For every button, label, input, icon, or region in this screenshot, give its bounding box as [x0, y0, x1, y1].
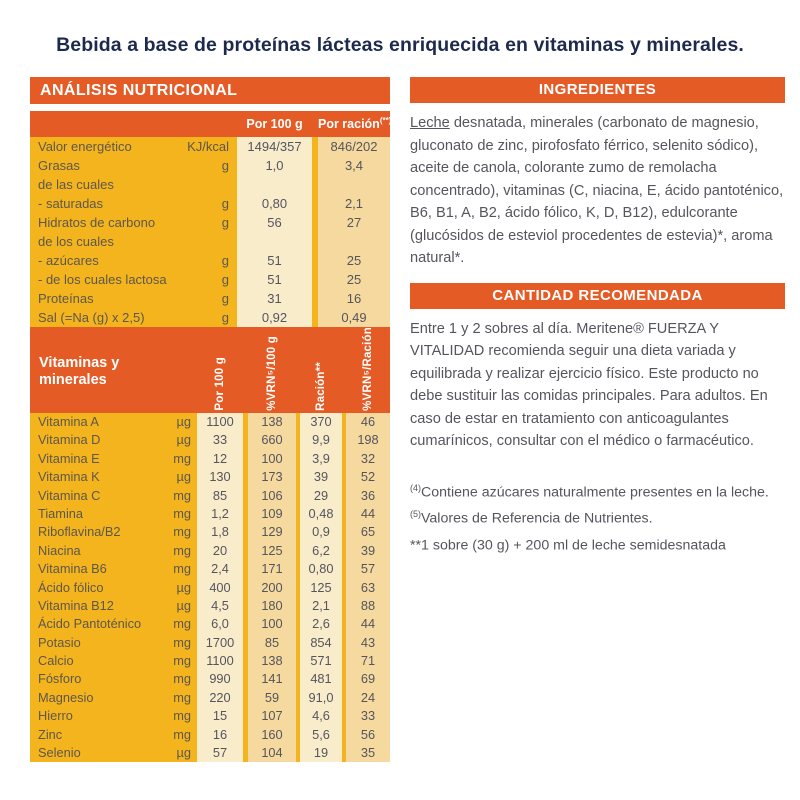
vit-col-header-vrn-serving: %VRN⁵/Ración — [362, 327, 374, 411]
nutrient-unit: mg — [173, 542, 191, 558]
value-per-serving: 91,0 — [300, 689, 342, 707]
value-vrn-100g: 129 — [248, 523, 296, 541]
value-per-100g: 33 — [197, 431, 243, 449]
macro-table-header — [30, 111, 390, 137]
vitamins-table-body — [30, 413, 390, 762]
page-title: Bebida a base de proteínas lácteas enriquecida en vitaminas y minerales. — [56, 34, 744, 56]
value-per-100g: 51 — [237, 251, 312, 270]
value-vrn-serving: 43 — [346, 634, 390, 652]
value-vrn-100g: 200 — [248, 579, 296, 597]
nutrient-label: Proteínas — [38, 291, 94, 306]
nutrient-label: Niacina — [38, 542, 81, 558]
value-vrn-serving: 56 — [346, 726, 390, 744]
value-per-serving: 3,9 — [300, 450, 342, 468]
value-vrn-100g: 141 — [248, 670, 296, 688]
nutrient-unit: g — [221, 158, 229, 173]
nutrient-label: Vitamina C — [38, 487, 101, 503]
value-per-100g: 31 — [237, 289, 312, 308]
table-row — [30, 615, 390, 633]
nutrient-unit: mg — [173, 524, 191, 540]
value-per-100g: 0,80 — [237, 194, 312, 213]
table-row — [30, 213, 390, 232]
value-vrn-100g: 160 — [248, 726, 296, 744]
value-vrn-serving: 24 — [346, 689, 390, 707]
table-row — [30, 413, 390, 431]
col-header-per-100g: Por 100 g — [246, 117, 303, 131]
table-row — [30, 308, 390, 327]
value-vrn-serving: 32 — [346, 450, 390, 468]
value-per-100g: 85 — [197, 487, 243, 505]
value-vrn-serving: 57 — [346, 560, 390, 578]
nutrient-label: Hierro — [38, 708, 73, 724]
value-vrn-100g: 100 — [248, 450, 296, 468]
nutrient-label: - de los cuales lactosa — [38, 272, 167, 287]
value-per-serving: 25 — [318, 251, 390, 270]
value-vrn-serving: 63 — [346, 579, 390, 597]
value-per-serving — [318, 175, 390, 194]
value-per-100g: 6,0 — [197, 615, 243, 633]
value-vrn-100g: 104 — [248, 744, 296, 762]
spacer — [229, 194, 237, 213]
nutrient-unit: µg — [176, 469, 191, 485]
nutrient-label: Vitamina A — [38, 414, 99, 429]
vitamins-table-header — [30, 327, 390, 413]
value-per-100g: 1,8 — [197, 523, 243, 541]
value-vrn-100g: 173 — [248, 468, 296, 486]
nutrient-label: Vitamina D — [38, 432, 101, 448]
value-vrn-serving: 65 — [346, 523, 390, 541]
nutrient-unit — [175, 232, 229, 251]
value-per-serving: 16 — [318, 289, 390, 308]
value-per-serving: 2,1 — [318, 194, 390, 213]
nutrient-label: - saturadas — [38, 196, 104, 211]
table-row — [30, 744, 390, 762]
nutrient-label: Selenio — [38, 745, 81, 761]
col-header-per-serving-label: Por ración — [318, 117, 380, 132]
value-per-serving: 4,6 — [300, 707, 342, 725]
table-row — [30, 542, 390, 560]
nutrient-unit: mg — [173, 561, 191, 577]
nutritional-analysis-section — [30, 77, 390, 762]
col-header-per-serving — [318, 116, 390, 131]
value-vrn-serving: 198 — [346, 431, 390, 449]
nutrient-unit: g — [221, 196, 229, 211]
value-per-serving: 370 — [300, 413, 342, 431]
nutrient-label: Vitamina B12 — [38, 597, 114, 613]
value-vrn-serving: 71 — [346, 652, 390, 670]
nutrient-label: Riboflavina/B2 — [38, 524, 121, 540]
nutrient-unit: mg — [173, 505, 191, 521]
footnote-vrn: $^{(5)}$Valores de Referencia de Nutrientes. — [410, 509, 653, 527]
value-vrn-100g: 125 — [248, 542, 296, 560]
table-row — [30, 726, 390, 744]
table-row — [30, 156, 390, 175]
nutrient-unit: µg — [176, 745, 191, 761]
value-per-100g: 20 — [197, 542, 243, 560]
value-per-100g — [237, 232, 312, 251]
value-per-100g: 1100 — [197, 652, 243, 670]
vit-col-header-serving: Ración** — [315, 361, 327, 411]
value-per-serving — [318, 232, 390, 251]
value-per-100g: 12 — [197, 450, 243, 468]
nutrient-label: Ácido fólico — [38, 579, 104, 595]
value-per-100g: 1,2 — [197, 505, 243, 523]
table-row — [30, 707, 390, 725]
value-per-serving: 571 — [300, 652, 342, 670]
value-per-serving: 481 — [300, 670, 342, 688]
recommended-header-bar: CANTIDAD RECOMENDADA — [410, 283, 785, 309]
spacer — [229, 156, 237, 175]
table-row — [30, 468, 390, 486]
nutrient-label: Fósforo — [38, 671, 82, 687]
col-header-per-serving-sup: (**) — [379, 116, 392, 126]
nutrient-unit: mg — [173, 634, 191, 650]
nutrient-label: Ácido Pantoténico — [38, 616, 142, 632]
ingredients-lead-allergen: Leche — [410, 115, 450, 131]
ingredients-header-bar: INGREDIENTES — [410, 77, 785, 103]
table-row — [30, 194, 390, 213]
analysis-header-bar: ANÁLISIS NUTRICIONAL — [30, 77, 390, 104]
value-per-serving: 125 — [300, 579, 342, 597]
value-per-serving: 0,49 — [318, 308, 390, 327]
nutrient-unit: g — [221, 291, 229, 306]
nutrient-unit: g — [221, 215, 229, 230]
spacer — [229, 213, 237, 232]
table-row — [30, 579, 390, 597]
footnote-sugars: $^{(4)}$Contiene azúcares naturalmente presentes en la leche. — [410, 482, 769, 501]
nutrient-label: Tiamina — [38, 505, 84, 521]
value-vrn-serving: 35 — [346, 744, 390, 762]
value-per-100g: 57 — [197, 744, 243, 762]
value-per-serving: 3,4 — [318, 156, 390, 175]
value-vrn-serving: 39 — [346, 542, 390, 560]
table-row — [30, 431, 390, 449]
table-row — [30, 505, 390, 523]
value-per-100g: 400 — [197, 579, 243, 597]
nutrient-unit: mg — [173, 450, 191, 466]
value-per-100g: 15 — [197, 707, 243, 725]
value-vrn-serving: 46 — [346, 413, 390, 431]
spacer — [229, 270, 237, 289]
nutrient-label: Grasas — [38, 158, 80, 173]
nutrient-label: Potasio — [38, 634, 81, 650]
content-columns — [30, 77, 785, 762]
spacer — [229, 137, 237, 156]
value-vrn-100g: 660 — [248, 431, 296, 449]
value-vrn-100g: 106 — [248, 487, 296, 505]
nutrient-label: Hidratos de carbono — [38, 215, 156, 230]
nutrient-unit: mg — [173, 487, 191, 503]
value-per-serving: 5,6 — [300, 726, 342, 744]
ingredients-body: desnatada, minerales (carbonato de magnesio, gluconato de zinc, pirofosfato férrico, selenito sódico), aceite de canola, colorante zumo de remolacha concentrado), vitaminas (C, niacina, E, ácido pantoténico, B6, B1, A, B2, ácido fólico, K, D, B12), edulcorante (glucósidos de esteviol procedentes de estevia)*, aroma natural*. — [410, 115, 784, 266]
vit-col-header-per-100g: Por 100 g — [214, 357, 226, 411]
nutrient-label: de los cuales — [38, 234, 114, 249]
value-vrn-serving: 44 — [346, 505, 390, 523]
table-row — [30, 560, 390, 578]
value-per-100g: 990 — [197, 670, 243, 688]
value-per-serving: 29 — [300, 487, 342, 505]
nutrient-unit: mg — [173, 708, 191, 724]
table-row — [30, 652, 390, 670]
value-per-100g: 1700 — [197, 634, 243, 652]
value-per-serving: 9,9 — [300, 431, 342, 449]
value-vrn-100g: 100 — [248, 615, 296, 633]
nutrient-unit: µg — [176, 579, 191, 595]
table-row — [30, 270, 390, 289]
nutrient-label: Sal (=Na (g) x 2,5) — [38, 310, 145, 325]
table-row — [30, 634, 390, 652]
value-vrn-serving: 36 — [346, 487, 390, 505]
value-per-100g: 1100 — [197, 413, 243, 431]
nutrient-label: Vitamina E — [38, 450, 100, 466]
value-vrn-100g: 171 — [248, 560, 296, 578]
nutrient-unit: g — [221, 253, 229, 268]
table-row — [30, 523, 390, 541]
nutrient-unit: mg — [173, 616, 191, 632]
nutrient-label: Vitamina K — [38, 469, 100, 485]
value-per-serving: 25 — [318, 270, 390, 289]
table-row — [30, 251, 390, 270]
value-vrn-serving: 88 — [346, 597, 390, 615]
footnote-serving: **1 sobre (30 g) + 200 ml de leche semidesnatada — [410, 537, 726, 554]
value-per-100g: 16 — [197, 726, 243, 744]
nutrient-label: Calcio — [38, 653, 74, 669]
value-per-100g: 130 — [197, 468, 243, 486]
value-per-100g: 1,0 — [237, 156, 312, 175]
value-per-serving: 0,80 — [300, 560, 342, 578]
value-vrn-100g: 107 — [248, 707, 296, 725]
table-row — [30, 487, 390, 505]
nutrient-label: de las cuales — [38, 177, 114, 192]
spacer — [229, 251, 237, 270]
value-per-serving: 27 — [318, 213, 390, 232]
value-vrn-100g: 180 — [248, 597, 296, 615]
nutrient-unit: µg — [176, 432, 191, 448]
table-row — [30, 689, 390, 707]
footnotes — [410, 477, 785, 557]
table-row — [30, 670, 390, 688]
spacer — [229, 308, 237, 327]
nutrient-unit: mg — [173, 726, 191, 742]
recommended-text: Entre 1 y 2 sobres al día. Meritene® FUERZA Y VITALIDAD recomienda seguir una dieta variada y equilibrada y realizar ejercicio físico. Este producto no debe sustituir las comidas principales. Para adultos. En caso de estar en tratamiento con anticoagulantes cumarínicos, consultar con el médico o farmacéutico. — [410, 320, 768, 449]
value-per-100g: 220 — [197, 689, 243, 707]
value-per-serving: 2,1 — [300, 597, 342, 615]
value-per-100g: 51 — [237, 270, 312, 289]
table-row — [30, 289, 390, 308]
table-row — [30, 232, 390, 251]
value-per-serving: 0,48 — [300, 505, 342, 523]
value-vrn-100g: 59 — [248, 689, 296, 707]
nutrient-label: Valor energético — [38, 139, 132, 154]
value-vrn-100g: 138 — [248, 652, 296, 670]
table-row — [30, 175, 390, 194]
value-vrn-100g: 138 — [248, 413, 296, 431]
value-vrn-100g: 85 — [248, 634, 296, 652]
macro-table-body — [30, 137, 390, 327]
value-vrn-serving: 69 — [346, 670, 390, 688]
value-per-100g: 1494/357 — [237, 137, 312, 156]
vit-col-header-vrn-100g: %VRN⁵/100 g — [266, 336, 278, 411]
ingredients-text — [410, 112, 785, 270]
vitamins-title: Vitaminas y minerales — [39, 355, 120, 389]
nutrient-unit: µg — [176, 597, 191, 613]
table-row — [30, 597, 390, 615]
nutrient-unit: g — [221, 310, 229, 325]
nutrient-label: - azúcares — [38, 253, 99, 268]
value-per-100g: 56 — [237, 213, 312, 232]
nutrient-unit: mg — [173, 671, 191, 687]
value-per-serving: 19 — [300, 744, 342, 762]
nutrient-unit: mg — [173, 653, 191, 669]
value-per-serving: 2,6 — [300, 615, 342, 633]
spacer — [229, 289, 237, 308]
value-per-100g — [237, 175, 312, 194]
nutrient-unit — [175, 175, 229, 194]
value-vrn-serving: 52 — [346, 468, 390, 486]
value-vrn-100g: 109 — [248, 505, 296, 523]
value-per-100g: 0,92 — [237, 308, 312, 327]
nutrient-label: Vitamina B6 — [38, 561, 107, 577]
value-per-serving: 39 — [300, 468, 342, 486]
value-per-serving: 846/202 — [318, 137, 390, 156]
value-per-100g: 2,4 — [197, 560, 243, 578]
nutrient-unit: g — [221, 272, 229, 287]
spacer — [229, 232, 237, 251]
table-row — [30, 137, 390, 156]
nutrient-unit: KJ/kcal — [187, 139, 229, 154]
nutrient-label: Zinc — [38, 726, 63, 742]
value-per-serving: 0,9 — [300, 523, 342, 541]
nutrient-unit: µg — [176, 414, 191, 429]
nutrient-unit: mg — [173, 689, 191, 705]
nutrient-label: Magnesio — [38, 689, 94, 705]
info-section — [410, 77, 785, 762]
value-per-serving: 854 — [300, 634, 342, 652]
value-per-100g: 4,5 — [197, 597, 243, 615]
value-vrn-serving: 44 — [346, 615, 390, 633]
value-per-serving: 6,2 — [300, 542, 342, 560]
table-row — [30, 450, 390, 468]
value-vrn-serving: 33 — [346, 707, 390, 725]
spacer — [229, 175, 237, 194]
